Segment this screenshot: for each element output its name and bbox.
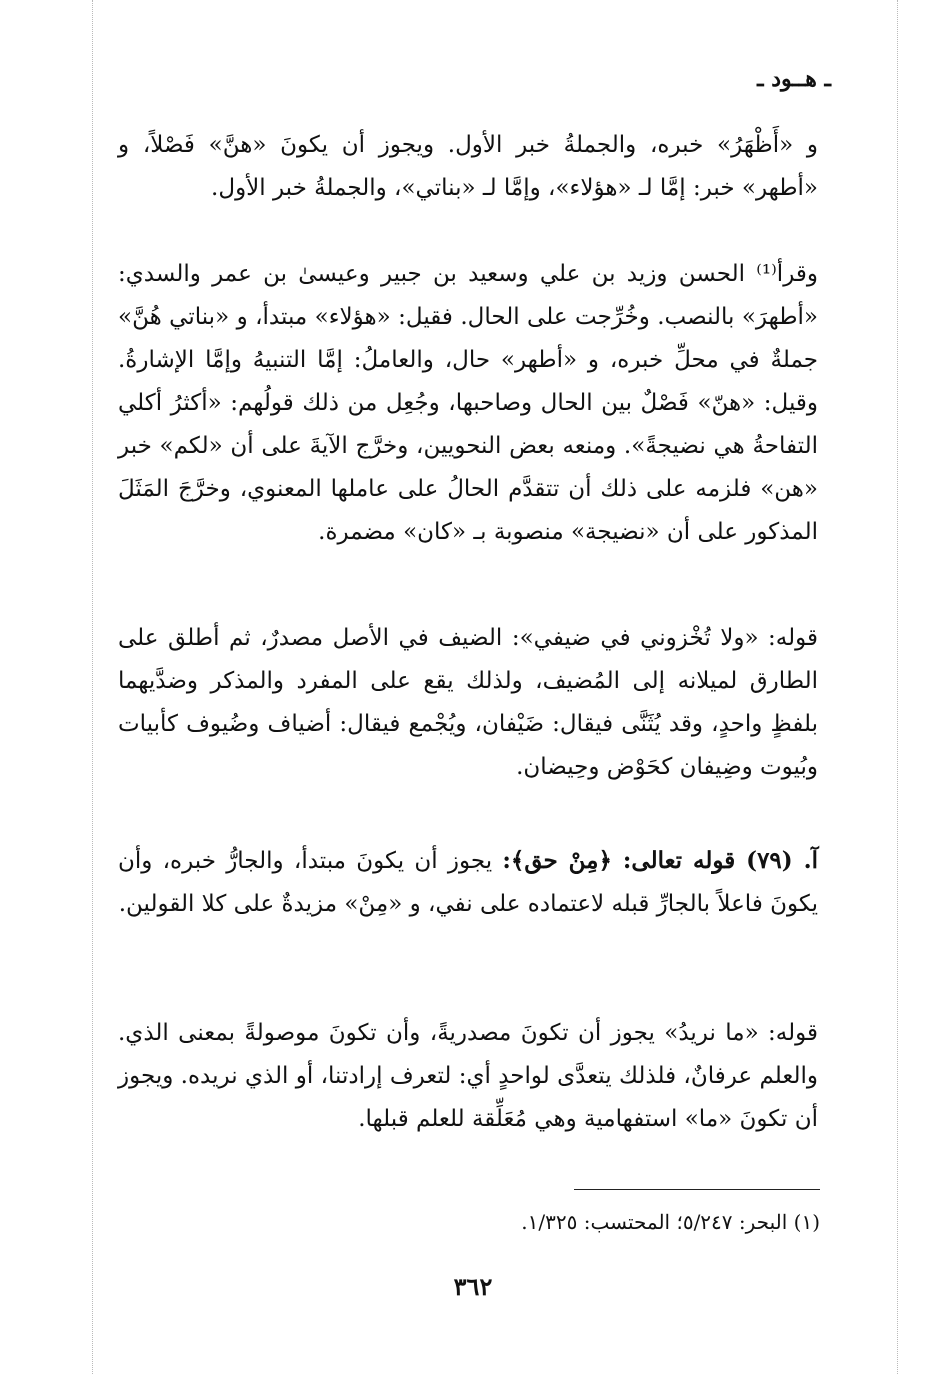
footnote: (١) البحر: ٥/٢٤٧؛ المحتسب: ١/٣٢٥. (521, 1210, 820, 1234)
verse-label: آ. (٧٩) قوله تعالى: ﴿مِنْ حق﴾: (502, 847, 818, 874)
paragraph-5-text: قوله: «ما نريدُ» يجوز أن تكونَ مصدريةً، وأن تكونَ موصولةً بمعنى الذي. والعلم عرفانٌ، فلذلك يتعدَّى لواحدٍ أي: لتعرف إرادتنا، أو الذي نريده. ويجوز أن تكونَ «ما» استفهامية وهي مُعَلِّقة للعلم قبلها. (118, 1020, 818, 1132)
running-header: ـ هــود ـ (757, 66, 831, 92)
verse-commentary: يجوز أن يكونَ مبتدأ، والجارُّ خبره، وأن يكونَ فاعلاً بالجارِّ قبله لاعتماده على نفي، و «مِنْ» مزيدةٌ على كلا القولين. (118, 848, 818, 917)
paragraph-4 (118, 839, 818, 926)
paragraph-3 (118, 617, 818, 789)
page-number: ٣٦٢ (453, 1272, 493, 1301)
paragraph-1-text: و «أَظْهَرُ» خبره، والجملةُ خبر الأول. ويجوز أن يكونَ «هنَّ» فَصْلاً، و «أطهر» خبر: إمَّا لـ «هؤلاء»، وإمَّا لـ «بناتي»، والجملةُ خبر الأول. (118, 132, 818, 201)
paragraph-2-text: وقرأ⁽¹⁾ الحسن وزيد بن علي وسعيد بن جبير وعيسىٰ بن عمر والسدي: «أطهرَ» بالنصب. وخُرِّجت على الحال. فقيل: «هؤلاء» مبتدأ، و «بناتي هُنَّ» جملةٌ في محلِّ خبره، و «أطهر» حال، والعاملُ: إمَّا التنبيهُ وإمَّا الإشارةُ. وقيل: «هنّ» فَصْلٌ بين الحال وصاحبها، وجُعِل من ذلك قولُهم: «أكثرُ أكلي التفاحةُ هي نضيجةً». ومنعه بعض النحويين، وخرَّج الآيةَ على أن «لكم» خبر «هن» فلزمه على ذلك أن تتقدَّم الحالُ على عاملها المعنوي، وخرَّجَ المَثَلَ المذكور على أن «نضيجة» منصوبة بـ «كان» مضمرة. (118, 261, 818, 545)
paragraph-5 (118, 1012, 818, 1141)
paragraph-1 (118, 124, 818, 210)
right-scan-edge (897, 0, 898, 1374)
footnote-separator (574, 1189, 820, 1190)
paragraph-4-text (118, 839, 818, 926)
paragraph-2 (118, 253, 818, 554)
paragraph-3-text: قوله: «ولا تُخْزوني في ضيفي»: الضيف في الأصل مصدرٌ، ثم أطلق على الطارق لميلانه إلى المُضيف، ولذلك يقع على المفرد والمذكر وضدَّيهما بلفظٍ واحدٍ، وقد يُثَنَّى فيقال: ضَيْفان، ويُجْمع فيقال: أضياف وضُيوف كأبيات وبُيوت وضِيفان كحَوْض وحِيضان. (118, 625, 818, 780)
left-scan-edge (92, 0, 93, 1374)
